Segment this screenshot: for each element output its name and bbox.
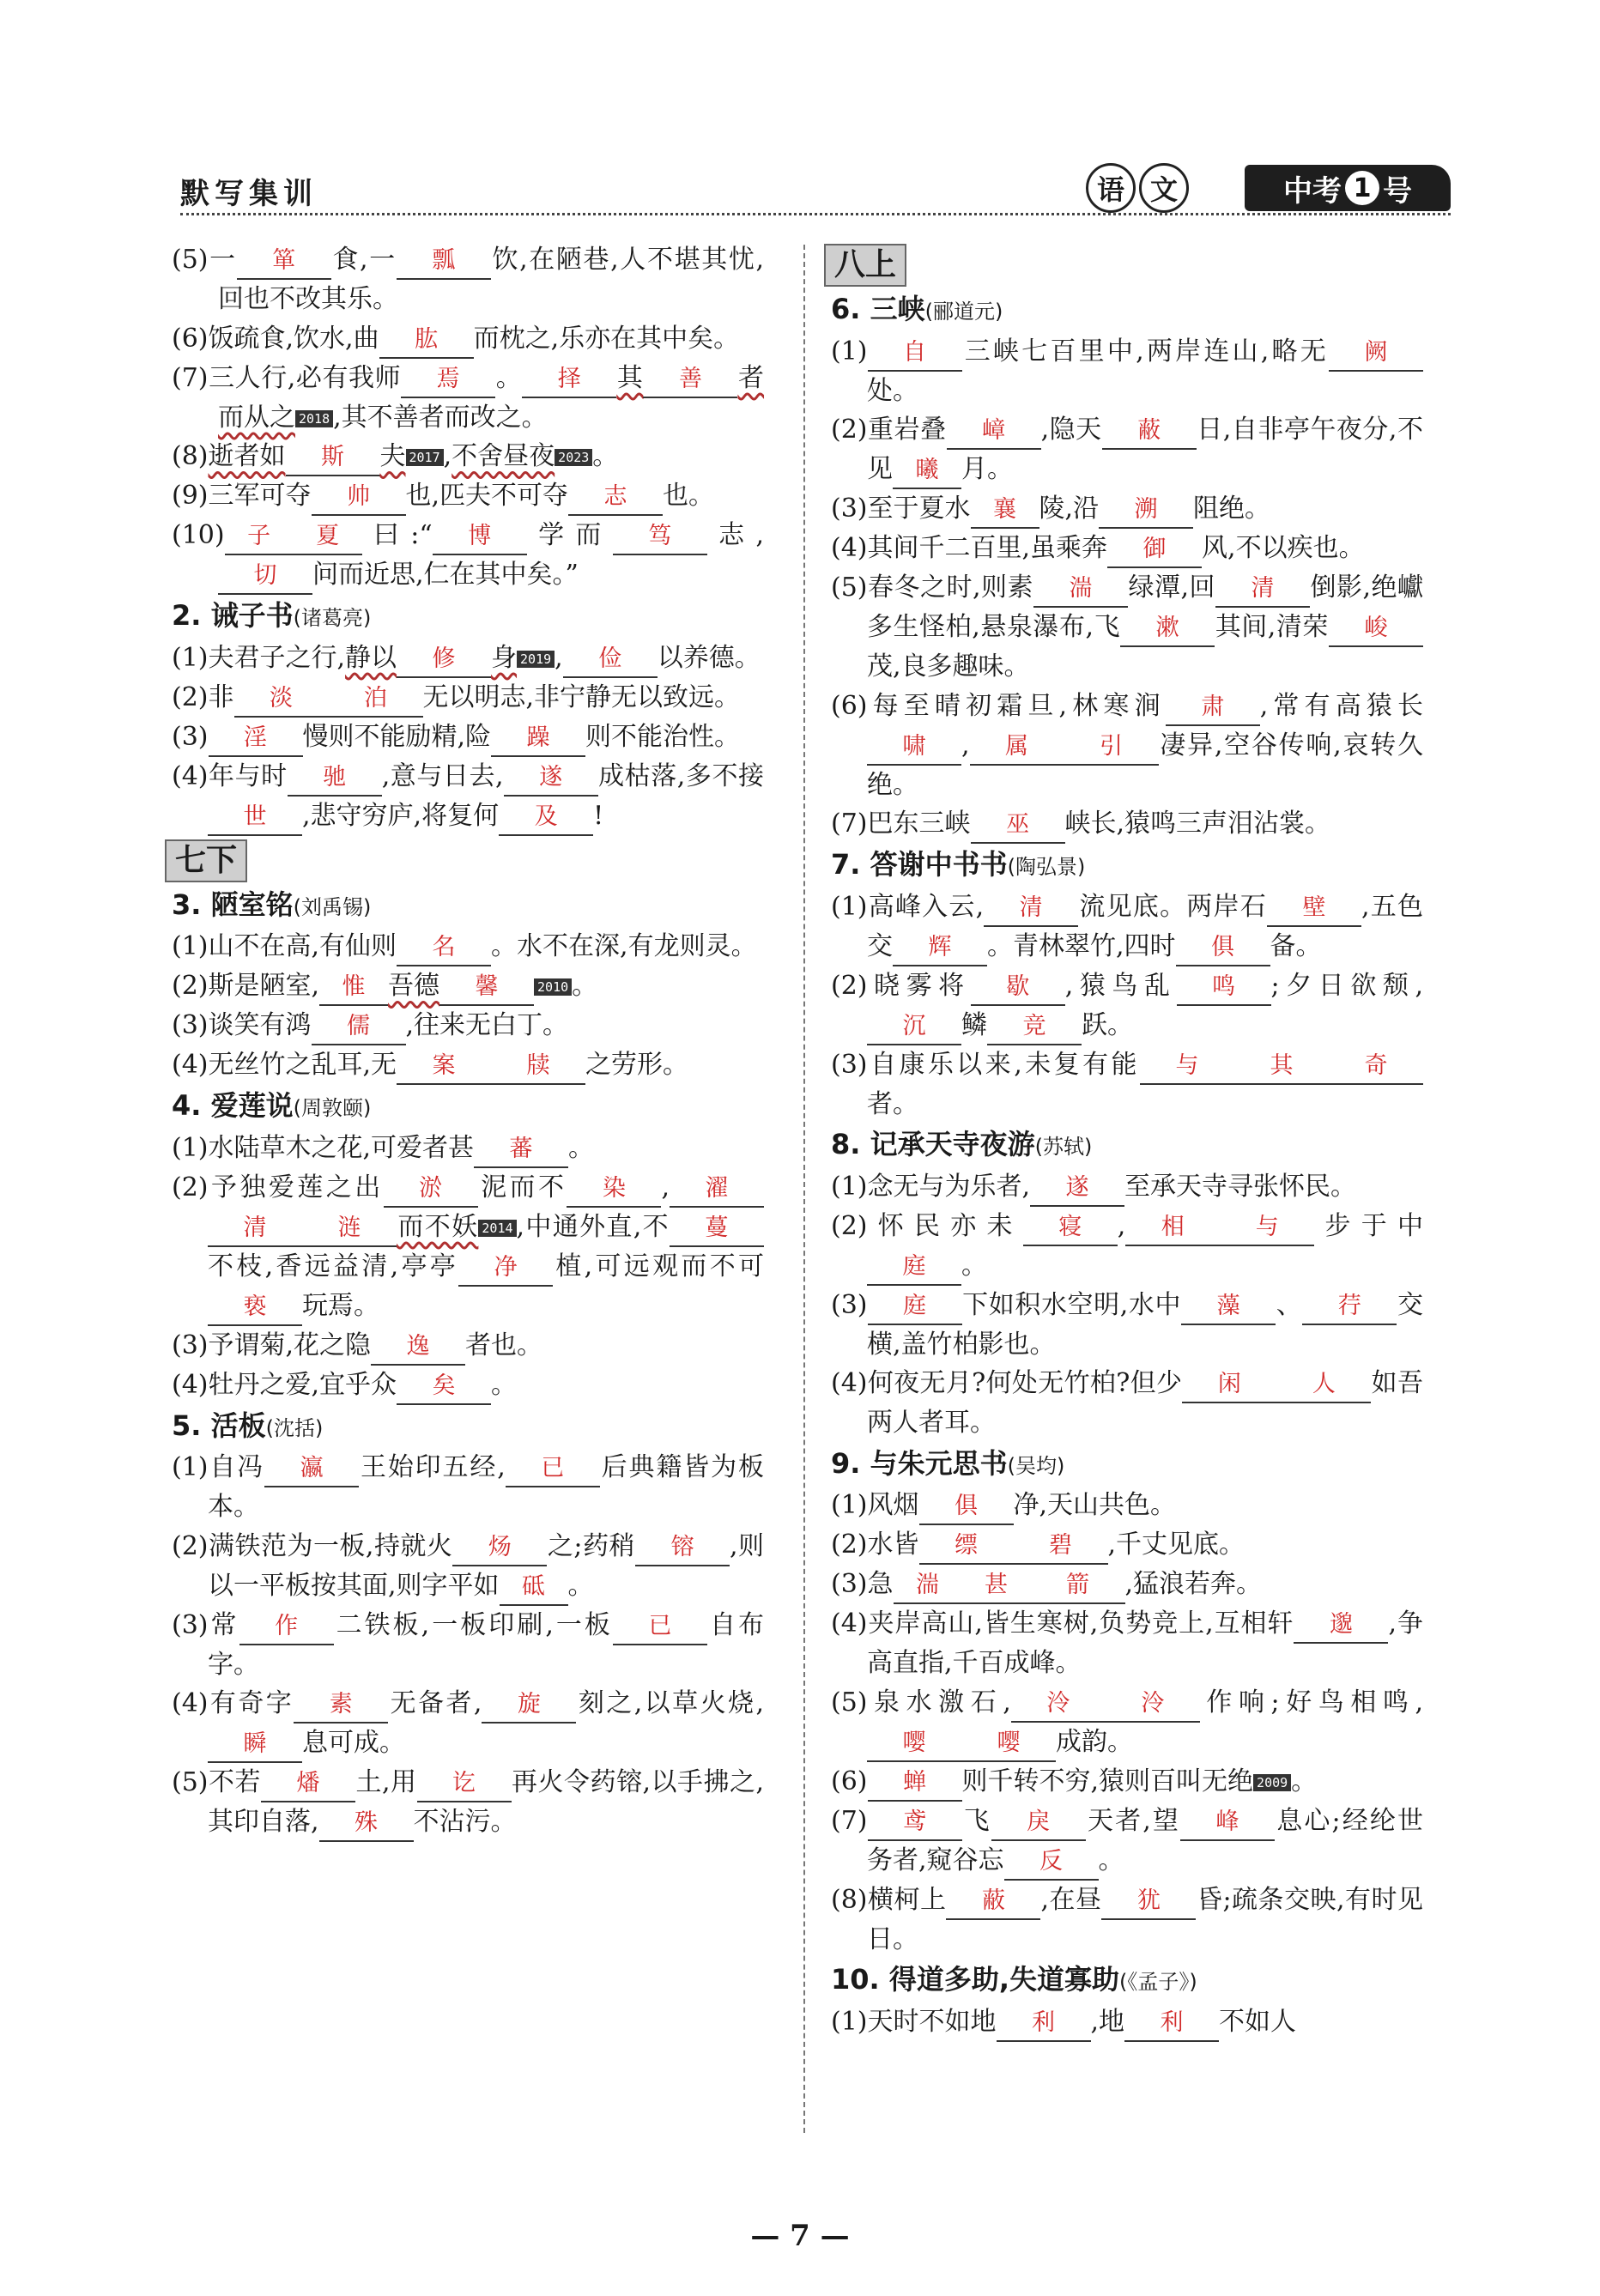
answer-blank[interactable]: 荇 <box>1302 1289 1397 1325</box>
answer-blank[interactable]: 峻 <box>1329 611 1423 647</box>
section-title <box>831 1445 1423 1487</box>
answer-blank[interactable]: 瀛 <box>264 1451 359 1487</box>
section-title <box>172 1087 764 1129</box>
answer-blank[interactable]: 清 <box>1215 572 1310 608</box>
section-title <box>831 845 1423 888</box>
answer-blank[interactable]: 藻 <box>1181 1289 1276 1325</box>
question-line: (2)满铁范为一板,持就火 炀 之;药稍 镕 ,则以一平板按其面,则字平如 砥 。 <box>172 1527 764 1606</box>
question-line: (4)何夜无月?何处无竹柏?但少 闲 人 如吾两人者耳。 <box>831 1368 1423 1438</box>
answer-blank[interactable]: 淤 <box>384 1172 478 1208</box>
exam-year-tag: 2009 <box>1253 1774 1291 1791</box>
answer-blank[interactable]: 鸣 <box>1177 970 1271 1006</box>
answer-blank[interactable]: 肱 <box>379 323 474 359</box>
answer-blank[interactable]: 淡 <box>234 682 329 718</box>
answer-blank[interactable]: 焉 <box>401 362 495 398</box>
answer-blank[interactable]: 善 <box>643 362 737 398</box>
answer-blank[interactable]: 遂 <box>1030 1171 1124 1207</box>
question-line: (8)横柯上 蔽 ,在昼 犹 昏;疏条交映,有时见日。 <box>831 1884 1423 1954</box>
answer-blank[interactable]: 遂 <box>504 760 598 797</box>
answer-blank[interactable]: 濯 <box>670 1172 764 1208</box>
answer-blank[interactable]: 染 <box>567 1172 661 1208</box>
subject-logo <box>1086 163 1189 215</box>
answer-blank[interactable]: 属 <box>970 730 1064 766</box>
answer-blank[interactable]: 巫 <box>971 808 1065 844</box>
question-line: (9)三军可夺 帅 也,匹夫不可夺 志 也。 <box>172 476 764 516</box>
question-line: (3)予谓菊,花之隐 逸 者也。 <box>172 1326 764 1366</box>
answer-blank[interactable]: 嶂 <box>947 414 1041 450</box>
answer-blank[interactable]: 案 <box>397 1049 491 1085</box>
answer-blank[interactable]: 漱 <box>1120 611 1215 647</box>
answer-blank[interactable]: 鸢 <box>868 1805 962 1841</box>
badge-prefix: 中考 <box>1283 173 1342 209</box>
answer-blank[interactable]: 俭 <box>563 642 658 678</box>
question-line: (1)天时不如地 利 ,地 利 不如人 <box>831 2002 1423 2042</box>
question-line: (1)风烟 俱 净,天山共色。 <box>831 1486 1423 1525</box>
section-title <box>172 1407 764 1449</box>
section-author: (吴均) <box>1007 1453 1065 1478</box>
answer-blank[interactable]: 利 <box>1124 2006 1219 2042</box>
section-name: 10. 得道多助,失道寡助 <box>831 1963 1119 1996</box>
answer-blank[interactable]: 已 <box>506 1451 600 1487</box>
question-line: (2)非 淡 泊 无以明志,非宁静无以致远。 <box>172 678 764 718</box>
answer-blank[interactable]: 溯 <box>1099 493 1193 529</box>
question-line: (1) 自 三峡七百里中,两岸连山,略无 阙处。 <box>831 332 1423 411</box>
badge-suffix: 号 <box>1383 173 1412 209</box>
answer-blank[interactable]: 泠 <box>1011 1687 1106 1723</box>
answer-blank[interactable]: 利 <box>997 2006 1091 2042</box>
answer-blank[interactable]: 嘤 <box>961 1726 1056 1762</box>
question-line: (1)水陆草木之花,可爱者甚 蕃 。 <box>172 1129 764 1168</box>
section-author: (苏轼) <box>1034 1135 1093 1159</box>
answer-blank[interactable]: 瞬 <box>208 1727 302 1763</box>
question-line: (8)逝者如 斯 夫 2017 ,不舍昼夜 2023 。 <box>172 437 764 476</box>
answer-blank[interactable]: 清 <box>984 891 1078 927</box>
section-title <box>172 597 764 639</box>
answer-blank[interactable]: 闲 <box>1182 1367 1276 1403</box>
section-name: 5. 活板 <box>172 1408 266 1442</box>
unit-label: 八上 <box>824 244 906 287</box>
answer-blank[interactable]: 蔓 <box>670 1211 764 1247</box>
answer-blank[interactable]: 蕃 <box>474 1132 568 1168</box>
answer-blank[interactable]: 歇 <box>971 970 1065 1006</box>
answer-blank[interactable]: 缥 <box>919 1529 1014 1565</box>
answer-blank[interactable]: 涟 <box>302 1211 397 1247</box>
answer-blank[interactable]: 博 <box>433 519 527 555</box>
answer-blank[interactable]: 世 <box>208 800 302 836</box>
question-line: (7) 鸢 飞 戾 天者,望 峰 息心;经纶世务者,窥谷忘 反 。 <box>831 1802 1423 1881</box>
question-line: (7)三人行,必有我师 焉 。 择 其 善 者而从之 2018 ,其不善者而改之。 <box>172 362 765 433</box>
answer-blank[interactable]: 与 <box>1140 1049 1234 1085</box>
answer-blank[interactable]: 俱 <box>1176 930 1270 966</box>
question-line: (3) 庭 下如积水空明,水中 藻 、 荇 交横,盖竹柏影也。 <box>831 1289 1424 1360</box>
header-divider <box>180 213 1451 215</box>
answer-blank[interactable]: 牍 <box>491 1049 585 1085</box>
answer-blank[interactable]: 驰 <box>288 760 382 797</box>
answer-blank[interactable]: 砥 <box>500 1570 568 1606</box>
question-line: (1)夫君子之行,静以 修 身 2019 , 俭 以养德。 <box>172 639 764 678</box>
section-author: (沈括) <box>265 1415 324 1440</box>
header-title: 默写集训 <box>180 177 318 211</box>
question-line: (3)谈笑有鸿 儒 ,往来无白丁。 <box>172 1006 764 1045</box>
answer-blank[interactable]: 蔽 <box>1102 414 1197 450</box>
question-line: (5)不若 燔 土,用 讫 再火令药镕,以手拂之,其印自落, 殊 不沾污。 <box>172 1763 764 1842</box>
section-title <box>172 886 764 928</box>
question-line: (3) 淫 慢则不能励精,险 躁 则不能治性。 <box>172 718 764 757</box>
answer-blank[interactable]: 素 <box>294 1687 388 1724</box>
exam-year-tag: 2023 <box>555 449 592 466</box>
answer-blank[interactable]: 啸 <box>867 730 961 766</box>
question-line: (2)晓雾将 歇 ,猿鸟乱 鸣 ;夕日欲颓,沉 鳞 竞 跃。 <box>831 966 1423 1045</box>
answer-blank[interactable]: 矣 <box>397 1369 491 1405</box>
section-name: 6. 三峡 <box>831 293 925 325</box>
section-author: (郦道元) <box>924 300 1003 324</box>
answer-blank[interactable]: 蔽 <box>946 1884 1040 1920</box>
answer-blank[interactable]: 湍 <box>1033 572 1128 608</box>
answer-blank[interactable]: 肃 <box>1166 690 1260 726</box>
question-line: (5)泉水激石, 泠 泠 作响;好鸟相鸣,嘤 嘤 成韵。 <box>831 1683 1423 1762</box>
answer-blank[interactable]: 戾 <box>991 1805 1086 1841</box>
answer-blank[interactable]: 惟 <box>319 970 388 1006</box>
question-line: (2)水皆 缥 碧 ,千丈见底。 <box>831 1525 1423 1565</box>
answer-blank[interactable]: 淫 <box>209 721 303 757</box>
section-author: (周敦颐) <box>293 1096 372 1120</box>
answer-blank[interactable]: 沉 <box>867 1009 961 1045</box>
answer-blank[interactable]: 名 <box>397 930 491 966</box>
answer-blank[interactable]: 儒 <box>312 1009 406 1045</box>
question-line: (4)无丝竹之乱耳,无 案 牍 之劳形。 <box>172 1045 764 1085</box>
answer-blank[interactable]: 炀 <box>452 1530 547 1566</box>
section-title <box>831 1960 1423 2002</box>
question-line: (5)春冬之时,则素 湍 绿潭,回 清 倒影,绝巘多生怪柏,悬泉瀑布,飞 漱 其间,清荣 峻茂,良多趣味。 <box>831 572 1424 682</box>
question-line: (5)一 箪 食,一 瓢 饮,在陋巷,人不堪其忧,回也不改其乐。 <box>172 245 764 314</box>
section-name: 7. 答谢中书书 <box>831 848 1008 881</box>
answer-blank[interactable]: 子 <box>225 519 294 555</box>
answer-blank[interactable]: 逸 <box>371 1330 465 1366</box>
answer-blank[interactable]: 甚 <box>962 1568 1031 1604</box>
question-line: (1)自冯 瀛 王始印五经, 已 后典籍皆为板本。 <box>172 1452 764 1522</box>
answer-blank[interactable]: 人 <box>1276 1367 1371 1403</box>
question-line: (4)夹岸高山,皆生寒树,负势竞上,互相轩 邈 ,争高直指,千百成峰。 <box>831 1608 1423 1678</box>
section-name: 8. 记承天寺夜游 <box>831 1128 1035 1160</box>
section-author: (陶弘景) <box>1007 855 1086 879</box>
answer-blank[interactable]: 御 <box>1107 532 1202 568</box>
answer-blank[interactable]: 壁 <box>1267 891 1361 927</box>
answer-blank[interactable]: 修 <box>397 642 491 678</box>
answer-blank[interactable]: 箪 <box>237 244 331 280</box>
answer-blank[interactable]: 湍 <box>894 1568 962 1604</box>
question-line: (2)予独爱莲之出 淤 泥而不 染 , 濯清 涟 而不妖 2014 ,中通外直,不 蔓不枝,香远益清,亭亭 净 植,可远观而不可亵 玩焉。 <box>172 1168 764 1326</box>
answer-blank[interactable]: 夏 <box>294 519 362 555</box>
question-line: (2)重岩叠 嶂 ,隐天 蔽 日,自非亭午夜分,不见 曦 月。 <box>831 410 1423 489</box>
answer-blank[interactable]: 阙 <box>1329 336 1423 372</box>
subject-char-1: 语 <box>1086 163 1136 213</box>
answer-blank[interactable]: 讫 <box>417 1766 512 1802</box>
question-line: (1)山不在高,有仙则 名 。水不在深,有龙则灵。 <box>172 927 764 966</box>
answer-blank[interactable]: 笃 <box>613 519 707 555</box>
question-line: (3)至于夏水 襄 陵,沿 溯 阻绝。 <box>831 489 1423 529</box>
answer-blank[interactable]: 镕 <box>635 1530 730 1566</box>
section-name: 3. 陋室铭 <box>172 888 294 921</box>
answer-blank[interactable]: 净 <box>458 1251 553 1287</box>
answer-blank[interactable]: 斯 <box>286 440 380 476</box>
series-badge <box>1245 165 1451 211</box>
answer-blank[interactable]: 奇 <box>1329 1049 1423 1085</box>
section-name: 9. 与朱元思书 <box>831 1446 1008 1480</box>
answer-blank[interactable]: 择 <box>522 362 616 398</box>
section-name: 4. 爱莲说 <box>172 1089 294 1122</box>
answer-blank[interactable]: 已 <box>613 1609 707 1645</box>
question-line: (6)每至晴初霜旦,林寒涧 肃 ,常有高猿长啸 , 属 引 凄异,空谷传响,哀转久绝。 <box>831 690 1423 800</box>
question-line: (6) 蝉 则千转不穷,猿则百叫无绝 2009 。 <box>831 1762 1423 1802</box>
answer-blank[interactable]: 与 <box>1220 1210 1314 1246</box>
answer-blank[interactable]: 志 <box>568 480 663 516</box>
answer-blank[interactable]: 引 <box>1064 730 1159 766</box>
column-divider <box>803 245 805 2133</box>
section-author: (刘禹锡) <box>293 894 372 919</box>
question-line: (2)怀民亦未 寝 , 相 与 步于中庭 。 <box>831 1207 1423 1286</box>
exam-year-tag: 2017 <box>406 449 444 466</box>
answer-blank[interactable]: 嘤 <box>867 1726 961 1762</box>
answer-blank[interactable]: 馨 <box>439 970 534 1006</box>
section-title <box>831 1125 1423 1167</box>
answer-blank[interactable]: 寝 <box>1023 1210 1118 1246</box>
answer-blank[interactable]: 切 <box>218 559 312 595</box>
unit-label: 七下 <box>165 839 247 882</box>
answer-blank[interactable]: 瓢 <box>397 244 491 280</box>
badge-number: 1 <box>1345 171 1379 205</box>
answer-blank[interactable]: 作 <box>239 1609 334 1645</box>
left-column <box>172 240 764 1842</box>
answer-blank[interactable]: 碧 <box>1014 1529 1108 1565</box>
answer-blank[interactable]: 俱 <box>919 1489 1014 1525</box>
answer-blank[interactable]: 泠 <box>1106 1687 1200 1723</box>
answer-blank[interactable]: 殊 <box>319 1806 414 1842</box>
answer-blank[interactable]: 辉 <box>893 930 987 966</box>
answer-blank[interactable]: 襄 <box>971 493 1039 529</box>
question-line: (4)牡丹之爱,宜乎众 矣 。 <box>172 1366 764 1405</box>
question-line: (2)斯是陋室, 惟 吾德 馨 2010 。 <box>172 966 764 1006</box>
answer-blank[interactable]: 竞 <box>987 1009 1082 1045</box>
exam-year-tag: 2019 <box>517 651 555 668</box>
answer-blank[interactable]: 蝉 <box>868 1766 962 1802</box>
right-column <box>831 240 1423 2042</box>
section-author: (《孟子》) <box>1119 1970 1197 1994</box>
answer-blank[interactable]: 邈 <box>1294 1608 1388 1644</box>
section-title <box>831 290 1423 332</box>
question-line: (1)念无与为乐者, 遂 至承天寺寻张怀民。 <box>831 1167 1423 1207</box>
question-line: (6)饭疏食,饮水,曲 肱 而枕之,乐亦在其中矣。 <box>172 319 764 359</box>
section-name: 2. 诫子书 <box>172 599 294 632</box>
exam-year-tag: 2014 <box>478 1220 516 1237</box>
page-header <box>172 163 1451 218</box>
exam-year-tag: 2010 <box>534 978 572 996</box>
answer-blank[interactable]: 箭 <box>1031 1568 1125 1604</box>
answer-blank[interactable]: 庭 <box>868 1289 962 1325</box>
question-line: (4)年与时 驰 ,意与日去, 遂 成枯落,多不接世 ,悲守穷庐,将复何 及 ! <box>172 757 764 836</box>
answer-blank[interactable]: 清 <box>208 1211 302 1247</box>
subject-char-2: 文 <box>1139 163 1189 213</box>
question-line: (10) 子 夏 曰:“ 博 学而 笃 志,切 问而近思,仁在其中矣。” <box>172 516 764 595</box>
question-line: (3)急 湍 甚 箭 ,猛浪若奔。 <box>831 1565 1423 1604</box>
answer-blank[interactable]: 燔 <box>261 1766 355 1802</box>
question-line: (3)常 作 二铁板,一板印刷,一板 已 自布字。 <box>172 1609 765 1680</box>
answer-blank[interactable]: 相 <box>1125 1210 1220 1246</box>
answer-blank[interactable]: 庭 <box>867 1250 961 1286</box>
answer-blank[interactable]: 帅 <box>312 480 406 516</box>
answer-blank[interactable]: 峰 <box>1180 1805 1275 1841</box>
answer-blank[interactable]: 曦 <box>893 453 961 489</box>
answer-blank[interactable]: 旋 <box>482 1687 576 1724</box>
answer-blank[interactable]: 自 <box>868 336 962 372</box>
question-line: (3)自康乐以来,未复有能 与 其 奇者。 <box>831 1045 1423 1124</box>
question-line: (4)有奇字 素 无备者, 旋 刻之,以草火烧,瞬 息可成。 <box>172 1684 764 1763</box>
question-line: (7)巴东三峡 巫 峡长,猿鸣三声泪沾裳。 <box>831 804 1423 844</box>
answer-blank[interactable]: 躁 <box>491 721 585 757</box>
page-number: — 7 — <box>750 2219 850 2253</box>
question-line: (1)高峰入云, 清 流见底。两岸石 壁 ,五色交 辉 。青林翠竹,四时 俱 备。 <box>831 888 1423 966</box>
answer-blank[interactable]: 犹 <box>1101 1884 1196 1920</box>
question-line: (4)其间千二百里,虽乘奔 御 风,不以疾也。 <box>831 529 1423 568</box>
answer-blank[interactable]: 其 <box>1234 1049 1329 1085</box>
answer-blank[interactable]: 泊 <box>329 682 423 718</box>
answer-blank[interactable]: 反 <box>1004 1845 1099 1881</box>
exam-year-tag: 2018 <box>295 410 333 427</box>
answer-blank[interactable]: 及 <box>499 800 593 836</box>
section-author: (诸葛亮) <box>293 606 372 630</box>
answer-blank[interactable]: 亵 <box>208 1290 302 1326</box>
